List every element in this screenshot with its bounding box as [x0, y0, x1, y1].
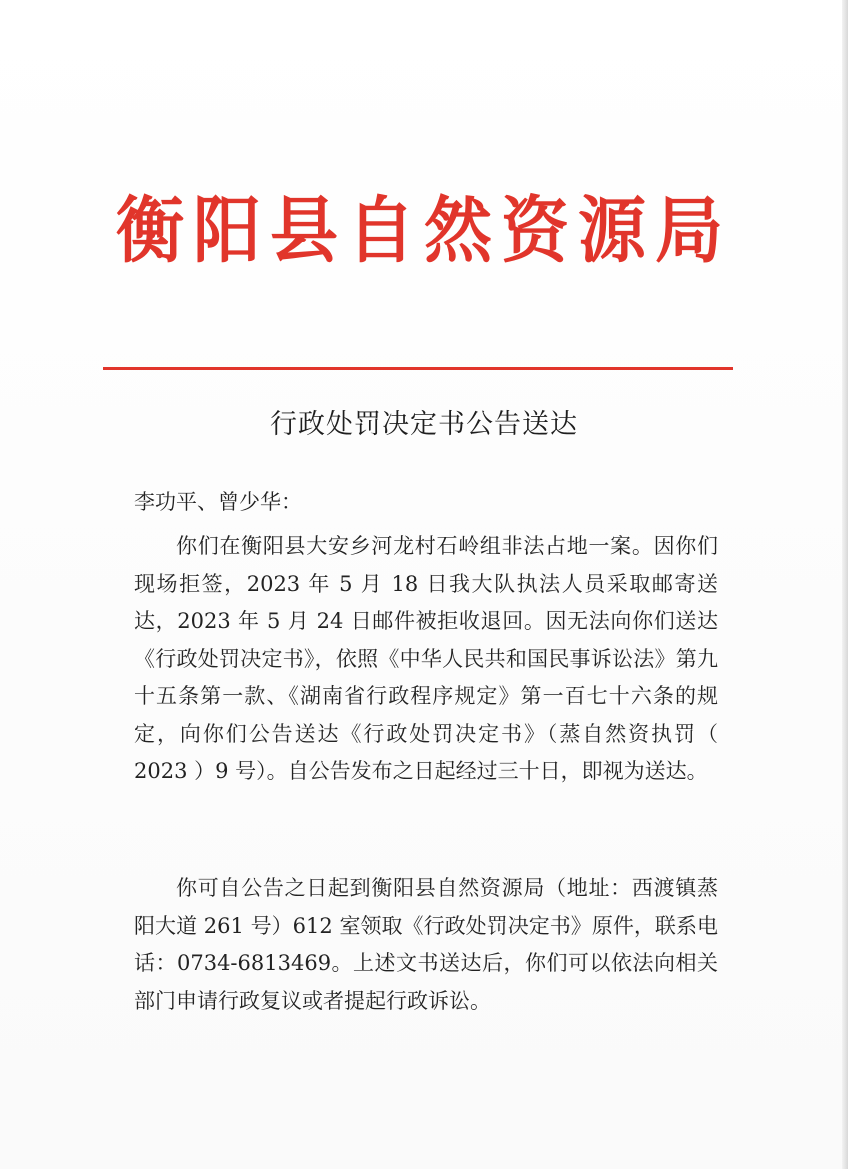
- letterhead-divider: [103, 367, 733, 370]
- body-paragraph-1: 你们在衡阳县大安乡河龙村石岭组非法占地一案。因你们现场拒签，2023 年 5 月 18 日我大队执法人员采取邮寄送达，2023 年 5 月 24 日邮件被拒收退回。因无法向你们送达《行政处罚决定书》，依照《中华人民共和国民事诉讼法》第九十五条第一款、《湖南省行政程序规定》第一百七十六条的规定，向你们公告送达《行政处罚决定书》（蒸自然资执罚（ 2023 ）9 号）。自公告发布之日起经过三十日，即视为送达。: [134, 534, 718, 783]
- agency-letterhead: 衡阳县自然资源局: [115, 188, 732, 274]
- body-paragraph-2: 你可自公告之日起到衡阳县自然资源局（地址：西渡镇蒸阳大道 261 号）612 室领取《行政处罚决定书》原件，联系电话：0734-6813469。上述文书送达后，你们可以依法向相关部门申请行政复议或者提起行政诉讼。: [134, 876, 718, 1013]
- recipients-line: 李功平、曾少华：: [134, 490, 302, 514]
- document-title: 行政处罚决定书公告送达: [270, 409, 578, 440]
- scan-edge: [842, 0, 848, 1169]
